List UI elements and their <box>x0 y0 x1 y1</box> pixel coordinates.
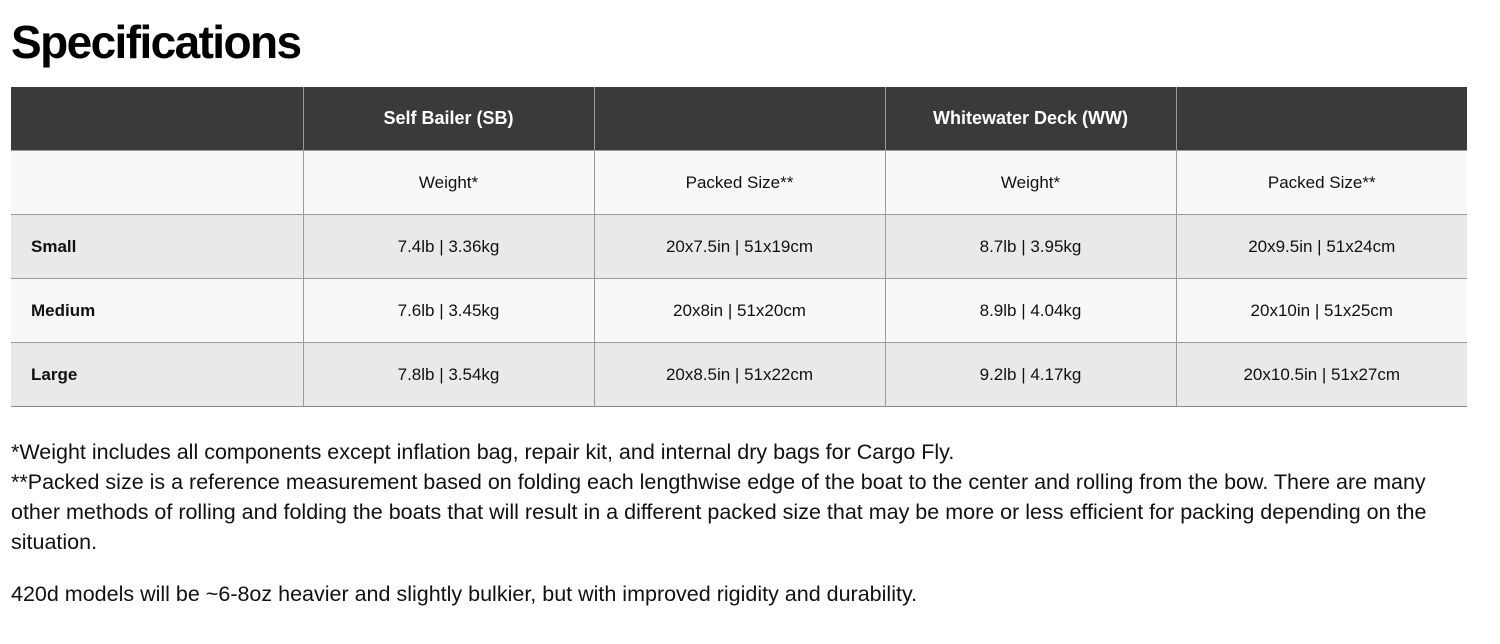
cell-sb-packed-size: 20x8.5in | 51x22cm <box>594 343 885 407</box>
column-header-ww-packed-size: Packed Size** <box>1176 151 1467 215</box>
row-label: Large <box>11 343 303 407</box>
table-column-header-row <box>11 151 1467 215</box>
cell-sb-packed-size: 20x8in | 51x20cm <box>594 279 885 343</box>
cell-ww-packed-size: 20x10in | 51x25cm <box>1176 279 1467 343</box>
weight-footnote: *Weight includes all components except inflation bag, repair kit, and internal dry bags for Cargo Fly. <box>11 440 955 464</box>
cell-ww-weight: 8.9lb | 4.04kg <box>885 279 1176 343</box>
cell-ww-packed-size: 20x10.5in | 51x27cm <box>1176 343 1467 407</box>
column-header-ww-weight: Weight* <box>885 151 1176 215</box>
cell-ww-packed-size: 20x9.5in | 51x24cm <box>1176 215 1467 279</box>
table-row-large <box>11 343 1467 407</box>
group-header-self-bailer: Self Bailer (SB) <box>303 87 594 151</box>
420d-model-note: 420d models will be ~6-8oz heavier and slightly bulkier, but with improved rigidity and durability. <box>11 582 918 606</box>
column-header-sb-weight: Weight* <box>303 151 594 215</box>
column-header-sb-packed-size: Packed Size** <box>594 151 885 215</box>
group-header-empty <box>11 87 303 151</box>
table-row-medium <box>11 279 1467 343</box>
cell-sb-weight: 7.4lb | 3.36kg <box>303 215 594 279</box>
table-group-header-row <box>11 87 1467 151</box>
group-header-empty <box>594 87 885 151</box>
cell-sb-packed-size: 20x7.5in | 51x19cm <box>594 215 885 279</box>
column-header-empty <box>11 151 303 215</box>
row-label: Medium <box>11 279 303 343</box>
footnotes <box>11 437 1451 609</box>
page-title: Specifications <box>11 16 301 68</box>
group-header-whitewater-deck: Whitewater Deck (WW) <box>885 87 1176 151</box>
specifications-table <box>11 87 1467 407</box>
cell-sb-weight: 7.8lb | 3.54kg <box>303 343 594 407</box>
cell-ww-weight: 8.7lb | 3.95kg <box>885 215 1176 279</box>
table-row-small <box>11 215 1467 279</box>
group-header-empty <box>1176 87 1467 151</box>
row-label: Small <box>11 215 303 279</box>
cell-ww-weight: 9.2lb | 4.17kg <box>885 343 1176 407</box>
packed-size-footnote: **Packed size is a reference measurement based on folding each lengthwise edge of the boat to the center and rolling from the bow. There are many other methods of rolling and folding the boats that will result in a different packed size that may be more or less efficient for packing depending on the situation. <box>11 470 1427 554</box>
cell-sb-weight: 7.6lb | 3.45kg <box>303 279 594 343</box>
